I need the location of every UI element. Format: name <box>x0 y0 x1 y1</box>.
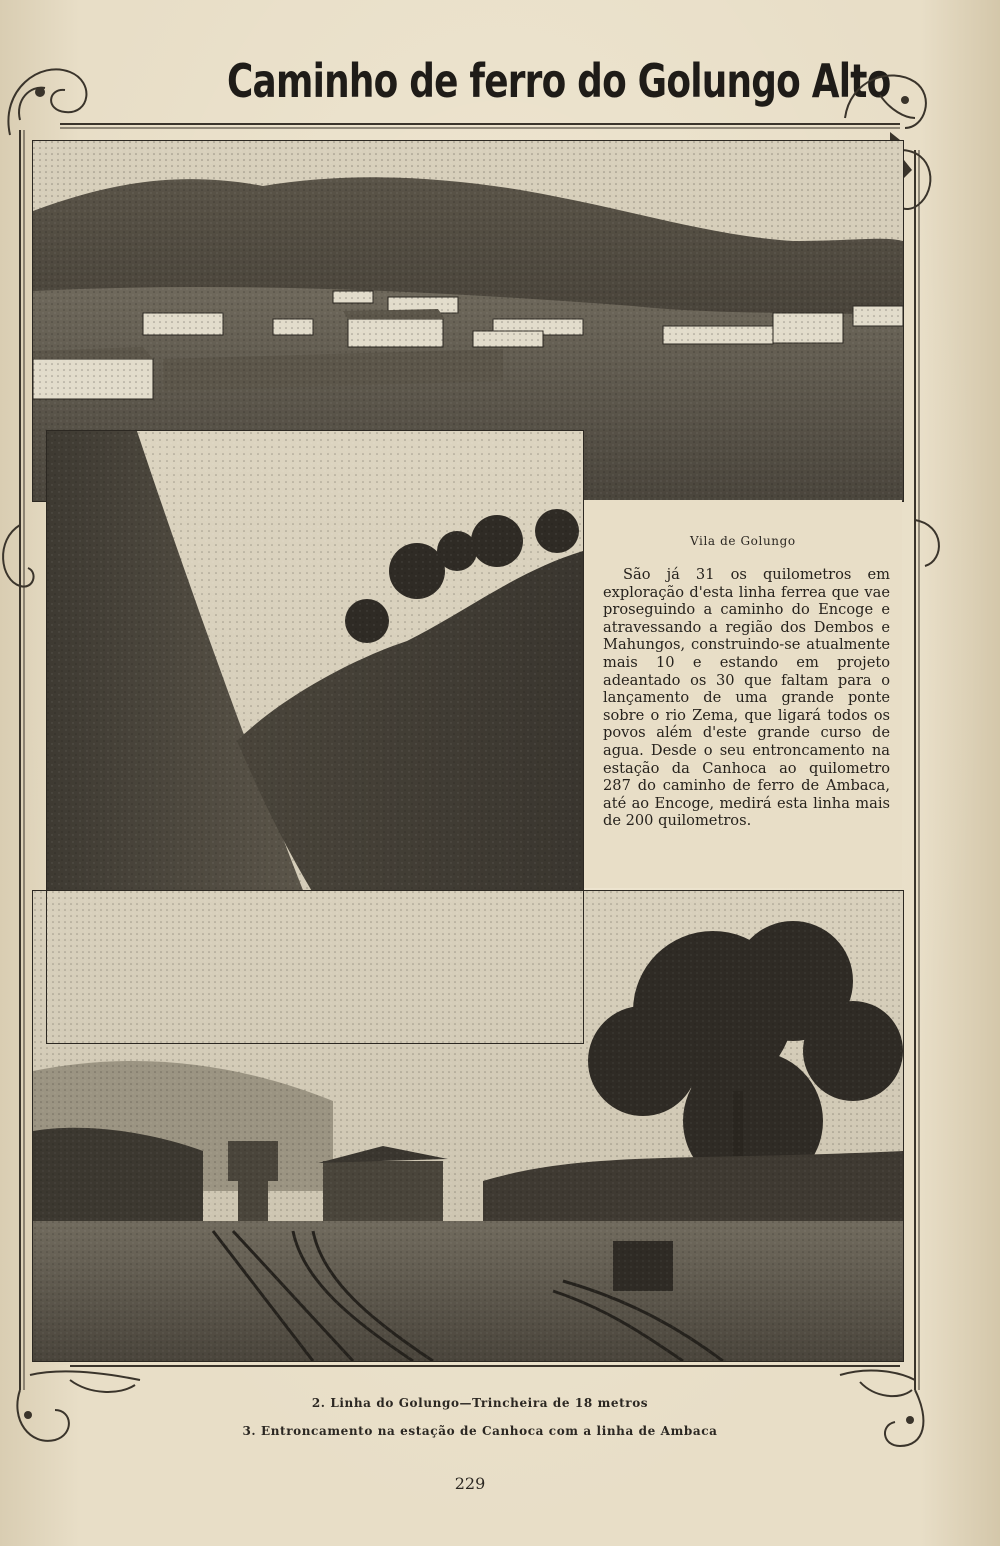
article-body: São já 31 os quilometros em exploração d'esta linha ferrea que vae proseguindo a caminho do Encoge e atravessando a região dos Dembos e Mahungos, construindo-se atualmente mais 10 e estando em projeto adeantado os 30 que faltam para o lançamento de uma grande ponte sobre o rio Zema, que ligará todos os povos além d'este grande curso de agua. Desde o seu entroncamento na estação da Canhoca ao quilometro 287 do caminho de ferro de Ambaca, até ao Encoge, medirá esta linha mais de 200 quilometros. <box>603 566 890 830</box>
caption-2: 2. Linha do Golungo—Trincheira de 18 metros <box>311 1396 649 1410</box>
caption-vila-de-golungo: Vila de Golungo <box>690 534 796 548</box>
caption-3: 3. Entroncamento na estação de Canhoca com a linha de Ambaca <box>242 1424 718 1438</box>
page-title: Caminho de ferro do Golungo Alto <box>227 54 891 108</box>
page-number: 229 <box>454 1474 486 1493</box>
photo-entroncamento-canhoca <box>32 890 904 1362</box>
